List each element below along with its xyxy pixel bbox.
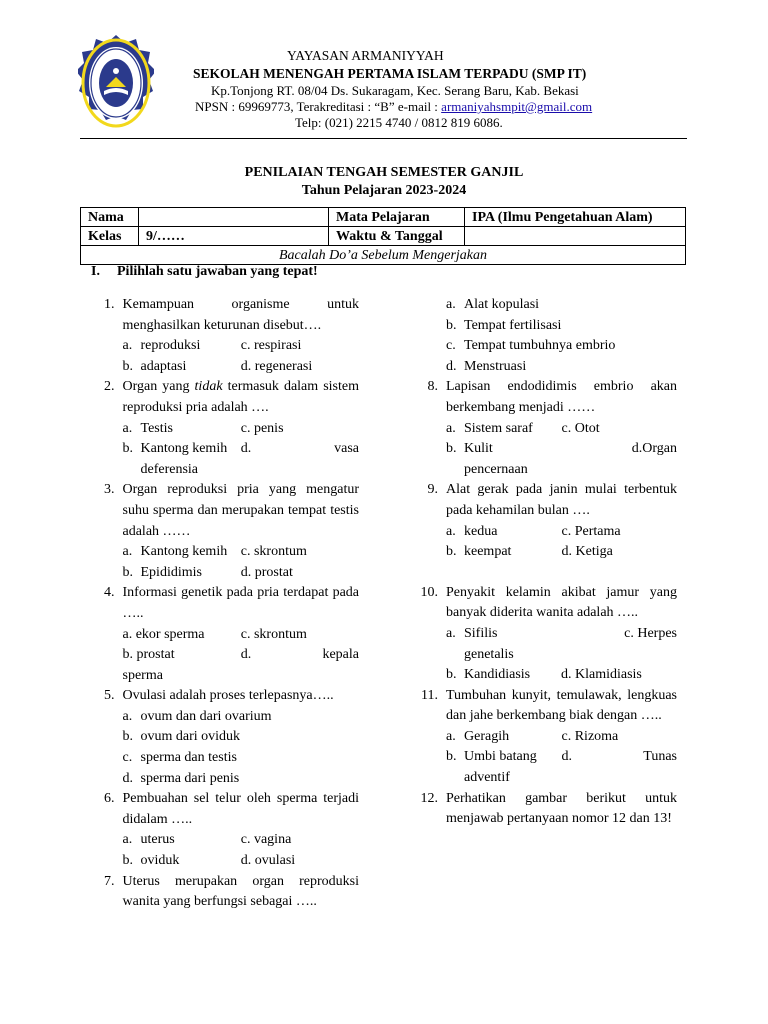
mapel-label: Mata Pelajaran [329,208,465,227]
question-number: 9. [427,482,438,498]
section-heading [91,264,318,280]
question-5 [104,686,359,789]
option-a[interactable]: a. ovum dan dari ovarium [122,708,272,724]
question-number: 11. [421,687,438,703]
option-c[interactable]: c. Tempat tumbuhnya embrio [446,338,616,354]
option-a[interactable]: a. Kantong kemih [122,544,228,560]
option-b[interactable]: b. prostat [122,647,175,663]
option-c[interactable]: c. respirasi [240,338,302,354]
option-b[interactable]: b. ovum dari oviduk [122,729,241,745]
question-10 [412,583,677,686]
question-number: 8. [427,379,438,395]
kelas-field[interactable]: 9/…… [139,227,329,246]
right-column [412,295,677,830]
kelas-label: Kelas [81,227,139,246]
question-8 [412,377,677,480]
option-b[interactable]: b. keempat [446,544,512,560]
npsn-text: NPSN : 69969773, Terakreditasi : “B” e-mail : [195,99,442,114]
question-text: Ovulasi adalah proses terlepasnya….. [122,688,334,704]
question-9 [412,480,677,562]
school-address: Kp.Tonjong RT. 08/04 Ds. Sukaragam, Kec. Serang Baru, Kab. Bekasi [211,83,579,98]
question-text: Organ yang tidak termasuk dalam sistem reproduksi pria adalah …. [122,379,359,415]
question-number: 7. [104,873,115,889]
option-b-d-row [446,439,677,460]
option-a[interactable]: a. Sifilis [446,625,498,641]
foundation-name: YAYASAN ARMANIYYAH [287,48,444,63]
option-a[interactable]: a. Sistem saraf [446,420,533,436]
option-c-continued: genetalis [464,646,514,662]
option-c[interactable]: c. Herpes [624,625,677,641]
option-a[interactable]: a. uterus [122,832,175,848]
option-a-c-row [446,624,677,645]
option-b[interactable]: b. Tempat fertilisasi [446,317,562,333]
question-7 [104,872,359,913]
school-name: SEKOLAH MENENGAH PERTAMA ISLAM TERPADU (SMP IT) [193,66,587,81]
option-a[interactable]: a. kedua [446,523,498,539]
question-4 [104,583,359,686]
email-link[interactable]: armaniyahsmpit@gmail.com [441,99,593,114]
option-a[interactable]: a. Alat kopulasi [446,297,540,312]
option-c[interactable]: c. vagina [240,832,292,848]
exam-year: Tahun Pelajaran 2023-2024 [301,183,467,198]
question-text: Uterus merupakan organ reproduksi wanita yang berfungsi sebagai ….. [122,873,359,910]
question-number: 12. [420,790,438,806]
option-b[interactable]: b. oviduk [122,853,180,869]
question-2 [104,377,359,480]
waktu-label: Waktu & Tanggal [329,227,465,246]
waktu-field[interactable] [465,227,686,246]
question-6 [104,789,359,871]
student-info-table [80,207,686,265]
question-11 [412,686,677,789]
option-c[interactable]: c. Pertama [561,523,621,539]
option-c[interactable]: c. sperma dan testis [122,750,237,766]
question-number: 3. [104,482,115,498]
option-b[interactable]: b. Kantong kemih [122,441,228,457]
option-d[interactable]: d.Organ [631,441,677,457]
option-c[interactable]: c. penis [240,420,284,436]
question-7-options [412,295,677,377]
question-text: Penyakit kelamin akibat jamur yang banyak diderita wanita adalah ….. [446,584,677,621]
npsn-line [195,99,592,115]
option-c[interactable]: c. skrontum [240,626,307,642]
option-d[interactable]: d. Tunas [561,749,677,765]
option-c[interactable]: c. Rizoma [561,728,619,744]
section-number: I. [91,264,100,279]
option-d[interactable]: d. regenerasi [240,358,313,374]
question-3 [104,480,359,583]
option-d[interactable]: d. kepala [240,647,359,663]
nama-label: Nama [81,208,139,227]
left-column [104,295,359,913]
question-number: 6. [104,791,115,807]
option-d-continued: sperma [122,667,163,683]
nama-field[interactable] [139,208,329,227]
option-c[interactable]: c. skrontum [240,544,307,560]
question-number: 10. [420,584,438,600]
question-text: Lapisan endodidimis embrio akan berkembang menjadi …… [446,379,677,415]
question-text: Perhatikan gambar berikut untuk menjawab pertanyaan nomor 12 dan 13! [446,790,677,827]
phone-line: Telp: (021) 2215 4740 / 0812 819 6086. [295,115,503,130]
option-d[interactable]: d. Klamidiasis [561,667,642,683]
option-b[interactable]: b. Epididimis [122,564,202,580]
mapel-value: IPA (Ilmu Pengetahuan Alam) [465,208,686,227]
question-text: Tumbuhan kunyit, temulawak, lengkuas dan jahe berkembang biak dengan ….. [446,687,677,724]
question-1 [104,295,359,377]
option-a[interactable]: a. Geragih [446,728,510,744]
option-a[interactable]: a. reproduksi [122,338,201,354]
option-d[interactable]: d. Ketiga [561,544,613,560]
exam-title: PENILAIAN TENGAH SEMESTER GANJIL [244,165,524,180]
option-d-continued: pencernaan [464,461,528,477]
question-text: Informasi genetik pada pria terdapat pada ….. [122,585,359,621]
section-instruction: Pilihlah satu jawaban yang tepat! [117,264,318,279]
option-a[interactable]: a. Testis [122,420,173,436]
option-a[interactable]: a. ekor sperma [122,626,205,642]
question-text: Pembuahan sel telur oleh sperma terjadi didalam ….. [122,791,359,827]
school-logo [78,33,154,133]
question-number: 2. [104,379,115,395]
option-b[interactable]: b. adaptasi [122,358,187,374]
question-text: Alat gerak pada janin mulai terbentuk pada kehamilan bulan …. [446,482,677,518]
option-d-continued: deferensia [140,461,199,477]
question-text: Organ reproduksi pria yang mengatur suhu sperma dan merupakan tempat testis adalah …… [122,482,359,539]
option-d[interactable]: d. sperma dari penis [122,770,240,786]
option-b[interactable]: b. Kulit [446,441,493,457]
prayer-note: Bacalah Do’a Sebelum Mengerjakan [81,246,686,265]
option-b[interactable]: b. Umbi batang [446,749,537,765]
question-number: 4. [104,585,115,601]
letterhead [0,0,768,140]
header-divider [80,138,687,139]
option-d[interactable]: d. ovulasi [240,853,296,869]
question-number: 5. [104,688,115,704]
option-b[interactable]: b. Kandidiasis [446,667,531,683]
option-c[interactable]: c. Otot [561,420,600,436]
question-number: 1. [104,297,115,312]
question-12 [412,789,677,830]
option-d-continued: adventif [464,770,510,786]
option-d[interactable]: d. prostat [240,564,293,580]
option-d[interactable]: d. Menstruasi [446,358,527,374]
question-text: Kemampuan organisme untuk menghasilkan keturunan disebut…. [122,297,359,333]
option-d[interactable]: d. vasa [240,441,359,457]
